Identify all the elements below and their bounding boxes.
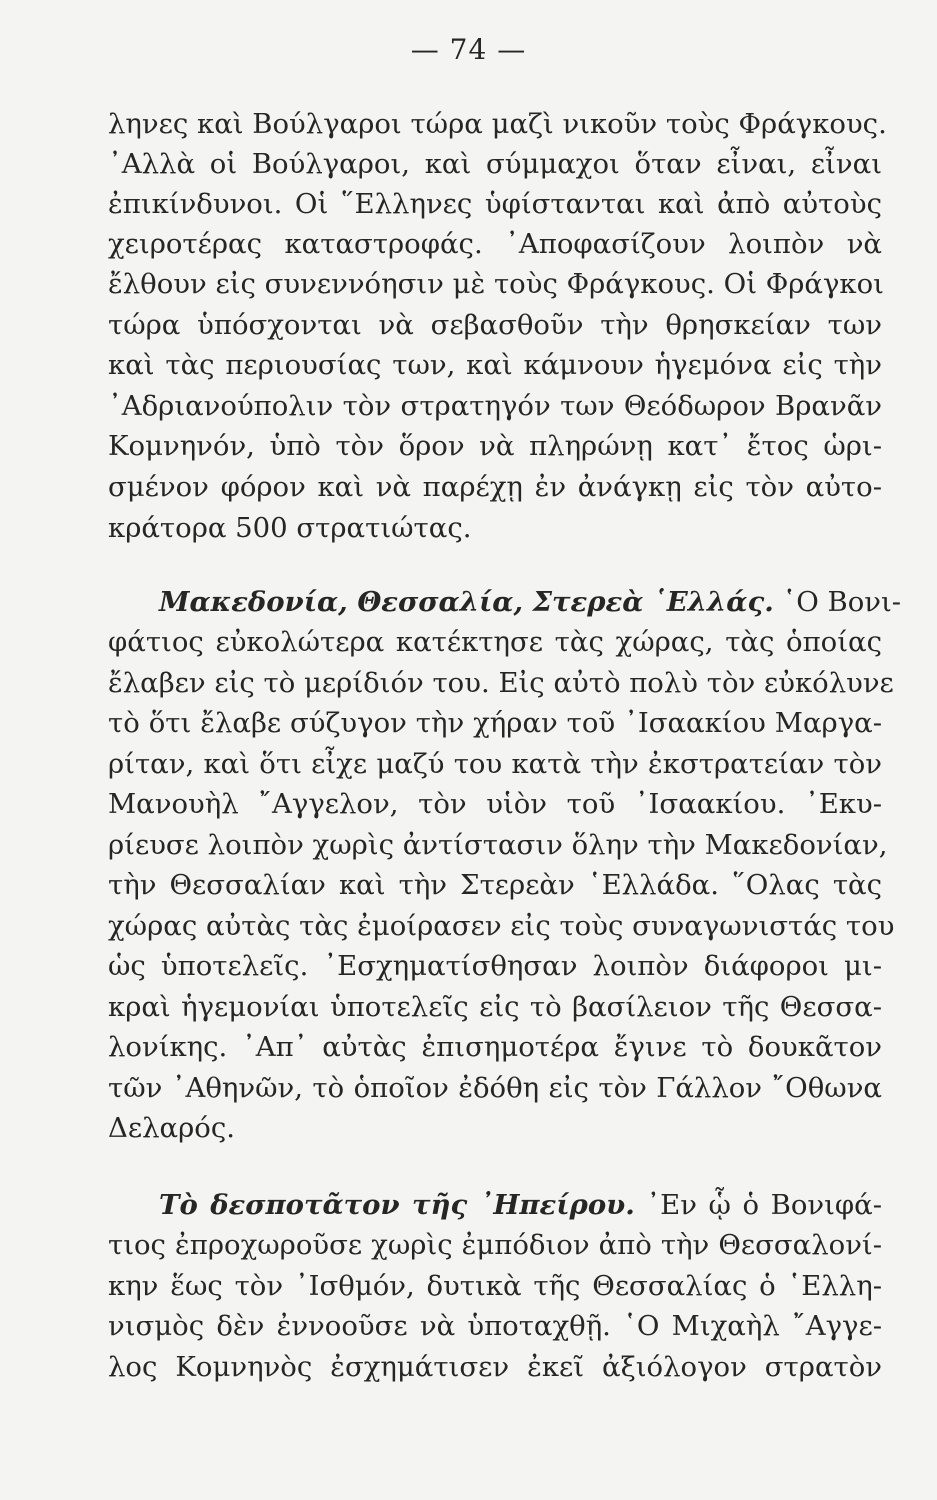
text-line: τιος ἐπροχωροῦσε χωρὶς ἐμπόδιον ἀπὸ τὴν Θεσσαλονί- <box>108 1229 882 1261</box>
text-line: ἔλθουν εἰς συνεννόησιν μὲ τοὺς Φράγκους. Οἱ Φράγκοι <box>108 268 884 300</box>
text-line: ᾿Αδριανούπολιν τὸν στρατηγόν των Θεόδωρον Βρανᾶν <box>108 390 882 422</box>
text-line: τὴν Θεσσαλίαν καὶ τὴν Στερεὰν ῾Ελλάδα. ῞Ολας τὰς <box>108 869 882 901</box>
text-line: Δελαρός. <box>108 1112 235 1144</box>
text-line: φάτιος εὐκολώτερα κατέκτησε τὰς χώρας, τὰς ὁποίας <box>108 626 882 658</box>
text-line: Μανουὴλ ῎Αγγελον, τὸν υἱὸν τοῦ ᾿Ισαακίου. ᾿Εκυ- <box>108 788 882 820</box>
text-line: τώρα ὑπόσχονται νὰ σεβασθοῦν τὴν θρησκείαν των <box>108 309 882 341</box>
section-line-text: ᾿Εν ᾧ ὁ Βονιφά- <box>634 1189 883 1221</box>
text-line: ὡς ὑποτελεῖς. ᾿Εσχηματίσθησαν λοιπὸν διάφοροι μι- <box>108 950 882 982</box>
section-line <box>159 1185 882 1225</box>
text-line: σμένον φόρον καὶ νὰ παρέχῃ ἐν ἀνάγκῃ εἰς τὸν αὐτο- <box>108 471 882 503</box>
text-line: χειροτέρας καταστροφάς. ᾿Αποφασίζουν λοιπὸν νὰ <box>108 228 882 260</box>
section-heading-epirus: Τὸ δεσποτᾶτον τῆς ᾿Ηπείρου. <box>159 1189 635 1221</box>
text-line: νισμὸς δὲν ἐννοοῦσε νὰ ὑποταχθῇ. ῾Ο Μιχαὴλ ῎Αγγε- <box>108 1310 882 1342</box>
page-number: — 74 — <box>410 33 527 66</box>
text-line: λονίκης. ᾿Απ᾿ αὐτὰς ἐπισημοτέρα ἔγινε τὸ δουκᾶτον <box>108 1031 882 1063</box>
text-line: ρίευσε λοιπὸν χωρὶς ἀντίστασιν ὅλην τὴν Μακεδονίαν, <box>108 829 888 861</box>
section-heading-macedonia: Μακεδονία, Θεσσαλία, Στερεὰ ῾Ελλάς. <box>159 586 774 618</box>
text-line: ληνες καὶ Βούλγαροι τώρα μαζὶ νικοῦν τοὺς Φράγκους. <box>108 108 887 140</box>
section-line <box>159 582 902 622</box>
text-line: τὸ ὅτι ἔλαβε σύζυγον τὴν χήραν τοῦ ᾿Ισαακίου Μαργα- <box>108 707 882 739</box>
text-line: κην ἕως τὸν ᾿Ισθμόν, δυτικὰ τῆς Θεσσαλίας ὁ ῾Ελλη- <box>108 1270 882 1302</box>
text-line: Κομνηνόν, ὑπὸ τὸν ὅρον νὰ πληρώνῃ κατ᾿ ἔτος ὡρι- <box>108 430 882 462</box>
text-line: κράτορα 500 στρατιώτας. <box>108 512 472 544</box>
text-line: λος Κομνηνὸς ἐσχημάτισεν ἐκεῖ ἀξιόλογον στρατὸν <box>108 1351 882 1383</box>
section-line-text: ῾Ο Βονι- <box>773 586 902 618</box>
text-line: ᾿Αλλὰ οἱ Βούλγαροι, καὶ σύμμαχοι ὅταν εἶναι, εἶναι <box>108 148 882 180</box>
text-line: ἐπικίνδυνοι. Οἱ ῞Ελληνες ὑφίστανται καὶ ἀπὸ αὐτοὺς <box>108 188 882 220</box>
text-line: τῶν ᾿Αθηνῶν, τὸ ὁποῖον ἐδόθη εἰς τὸν Γάλλον ῎Οθωνα <box>108 1072 882 1104</box>
text-line: κραὶ ἡγεμονίαι ὑποτελεῖς εἰς τὸ βασίλειον τῆς Θεσσα- <box>108 991 882 1023</box>
text-line: χώρας αὐτὰς τὰς ἐμοίρασεν εἰς τοὺς συναγωνιστάς του <box>108 910 895 942</box>
text-line: ἔλαβεν εἰς τὸ μερίδιόν του. Εἰς αὐτὸ πολὺ τὸν εὐκόλυνε <box>108 667 894 699</box>
text-line: καὶ τὰς περιουσίας των, καὶ κάμνουν ἡγεμόνα εἰς τὴν <box>108 349 882 381</box>
text-line: ρίταν, καὶ ὅτι εἶχε μαζύ του κατὰ τὴν ἐκστρατείαν τὸν <box>108 748 882 780</box>
